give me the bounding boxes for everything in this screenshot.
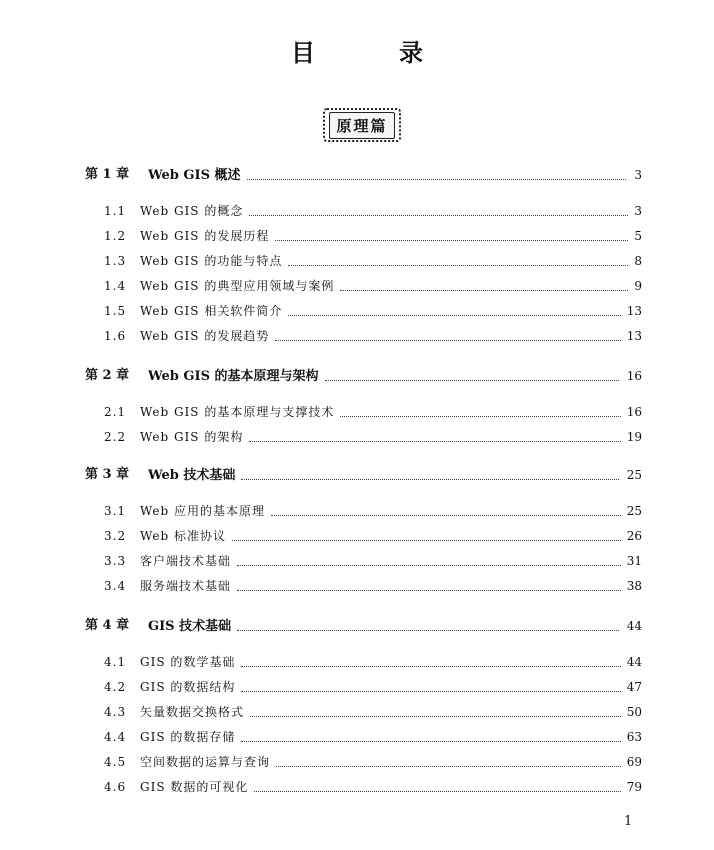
section-page-number: 13 [626,329,642,343]
toc-section-entry[interactable] [0,401,714,423]
dot-leader [288,264,628,266]
section-title: 空间数据的运算与查询 [140,755,271,769]
section-page-number: 3 [634,204,642,218]
section-title: 客户端技术基础 [140,554,232,568]
section-page-number: 13 [626,304,642,318]
section-page-number: 25 [626,504,642,518]
section-page-number: 9 [634,279,642,293]
toc-title: 目 录 [291,38,453,67]
dot-leader [250,715,621,717]
section-title: Web GIS 的发展历程 [140,229,270,243]
dot-leader [275,339,620,341]
toc-section-entry[interactable] [0,726,714,748]
section-title: GIS 的数据存储 [140,730,236,744]
section-page-number: 26 [626,529,642,543]
section-page-number: 31 [626,554,642,568]
chapter-page-number: 3 [634,168,642,182]
toc-section-entry[interactable] [0,751,714,773]
dot-leader [237,564,621,566]
chapter-number: 第 3 章 [85,467,130,482]
toc-section-entry[interactable] [0,225,714,247]
toc-section-entry[interactable] [0,676,714,698]
section-page-number: 69 [626,755,642,769]
toc-section-entry[interactable] [0,575,714,597]
dot-leader [241,690,620,692]
chapter-number: 第 4 章 [85,618,130,633]
section-number: 1.5 [104,304,127,318]
section-title: 服务端技术基础 [140,579,232,593]
toc-section-entry[interactable] [0,525,714,547]
section-title: GIS 数据的可视化 [140,780,249,794]
chapter-page-number: 25 [626,468,642,482]
section-title: Web 标准协议 [140,529,226,543]
section-page-number: 16 [626,405,642,419]
section-page-number: 47 [626,680,642,694]
section-title: Web GIS 的基本原理与支撑技术 [140,405,335,419]
section-number: 1.1 [104,204,127,218]
section-page-number: 44 [626,655,642,669]
dot-leader [241,665,620,667]
toc-section-entry[interactable] [0,275,714,297]
chapter-title: GIS 技术基础 [148,619,232,634]
section-number: 4.4 [104,730,127,744]
dot-leader [249,440,620,442]
toc-section-entry[interactable] [0,651,714,673]
section-number: 4.5 [104,755,127,769]
dot-leader [232,539,621,541]
section-page-number: 79 [626,780,642,794]
dot-leader [275,239,628,241]
section-page-number: 63 [626,730,642,744]
section-number: 3.4 [104,579,127,593]
toc-chapter-entry[interactable] [0,365,714,387]
section-title: Web GIS 的架构 [140,430,244,444]
section-page-number: 8 [634,254,642,268]
toc-section-entry[interactable] [0,500,714,522]
page-number: 1 [624,814,633,829]
section-page-number: 38 [626,579,642,593]
section-number: 1.4 [104,279,127,293]
section-number: 3.1 [104,504,127,518]
dot-leader [288,314,620,316]
chapter-title: Web 技术基础 [148,468,236,483]
section-title: Web GIS 的概念 [140,204,244,218]
section-title: GIS 的数学基础 [140,655,236,669]
section-page-number: 19 [626,430,642,444]
dot-leader [340,289,628,291]
dot-leader [241,478,618,480]
section-number: 1.3 [104,254,127,268]
toc-section-entry[interactable] [0,701,714,723]
toc-section-entry[interactable] [0,550,714,572]
dot-leader [271,514,621,516]
section-number: 4.3 [104,705,127,719]
section-number: 3.2 [104,529,127,543]
part-label: 原理篇 [329,112,394,139]
section-title: Web GIS 的发展趋势 [140,329,270,343]
section-title: GIS 的数据结构 [140,680,236,694]
toc-section-entry[interactable] [0,776,714,798]
toc-section-entry[interactable] [0,325,714,347]
dot-leader [247,178,627,180]
chapter-title: Web GIS 的基本原理与架构 [148,369,319,384]
dot-leader [340,415,620,417]
chapter-title: Web GIS 概述 [148,168,241,183]
section-number: 4.6 [104,780,127,794]
section-number: 1.6 [104,329,127,343]
section-number: 4.2 [104,680,127,694]
section-number: 4.1 [104,655,127,669]
section-title: Web GIS 的典型应用领域与案例 [140,279,335,293]
dot-leader [254,790,620,792]
chapter-page-number: 44 [626,619,642,633]
dot-leader [325,379,619,381]
toc-section-entry[interactable] [0,300,714,322]
dot-leader [237,589,621,591]
section-number: 2.2 [104,430,127,444]
dot-leader [237,629,619,631]
dot-leader [249,214,628,216]
section-number: 3.3 [104,554,127,568]
section-title: Web GIS 的功能与特点 [140,254,283,268]
toc-chapter-entry[interactable] [0,464,714,486]
toc-chapter-entry[interactable] [0,164,714,186]
toc-section-entry[interactable] [0,426,714,448]
chapter-page-number: 16 [626,369,642,383]
section-number: 1.2 [104,229,127,243]
chapter-number: 第 1 章 [85,167,130,182]
section-title: 矢量数据交换格式 [140,705,245,719]
section-number: 2.1 [104,405,127,419]
toc-section-entry[interactable] [0,250,714,272]
section-title: Web GIS 相关软件简介 [140,304,283,318]
dot-leader [241,740,620,742]
toc-section-entry[interactable] [0,200,714,222]
section-page-number: 50 [626,705,642,719]
toc-chapter-entry[interactable] [0,615,714,637]
section-title: Web 应用的基本原理 [140,504,265,518]
section-page-number: 5 [634,229,642,243]
dot-leader [276,765,621,767]
chapter-number: 第 2 章 [85,368,130,383]
